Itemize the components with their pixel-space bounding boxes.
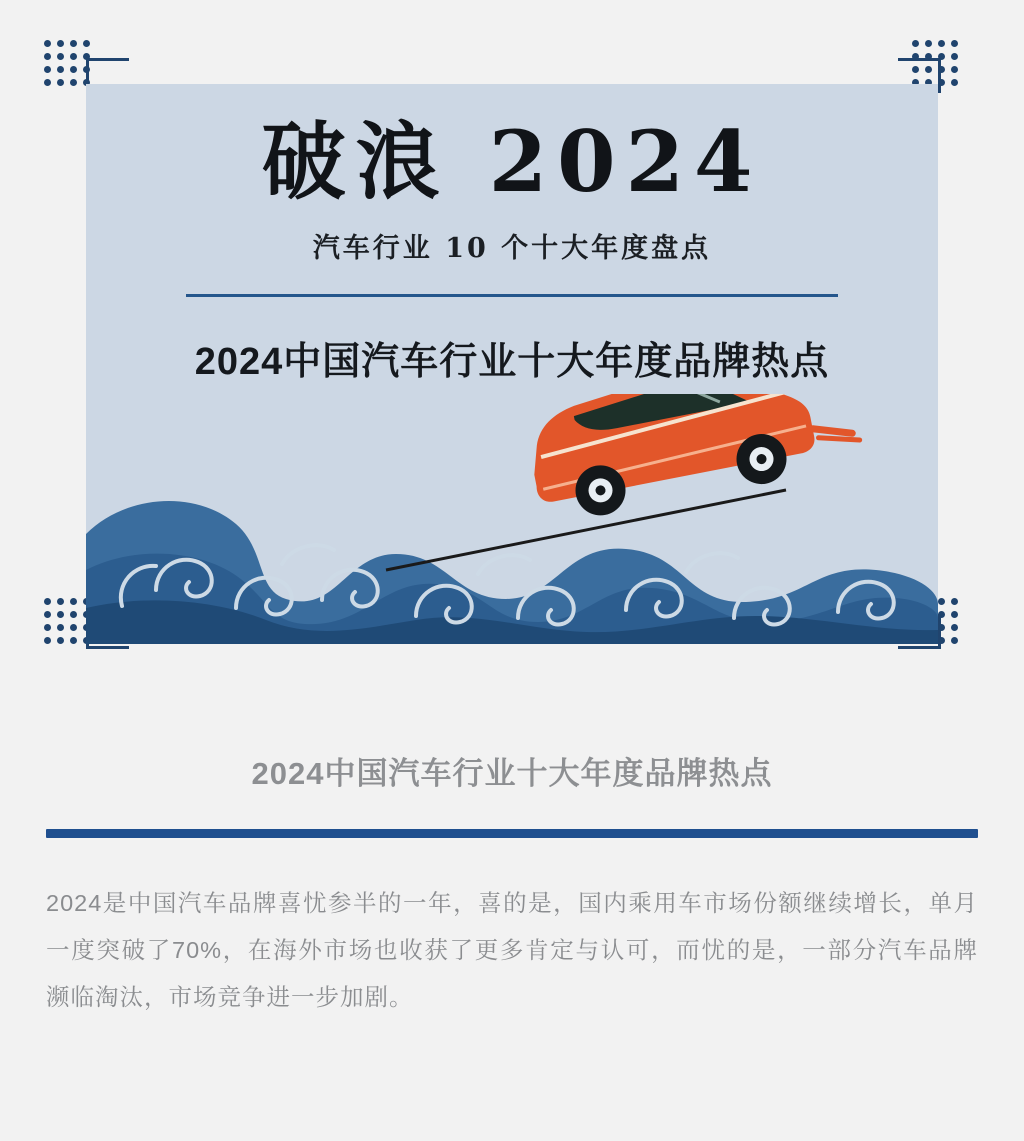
- car-on-waves-illustration: [86, 394, 938, 644]
- poster-banner-title: 2024中国汽车行业十大年度品牌热点: [194, 341, 830, 383]
- poster-main-title: 破浪 2024: [261, 112, 763, 211]
- poster-divider-rule: [186, 294, 838, 297]
- article-paragraph: 2024是中国汽车品牌喜忧参半的一年，喜的是，国内乘用车市场份额继续增长，单月一度突破了70%，在海外市场也收获了更多肯定与认可，而忧的是，一部分汽车品牌濒临淘汰，市场竞争进一步加剧。: [46, 890, 978, 1010]
- article-section: [0, 748, 1024, 1021]
- poster-canvas: [86, 84, 938, 644]
- section-divider-bar: [46, 829, 978, 838]
- section-heading: 2024中国汽车行业十大年度品牌热点: [251, 756, 773, 791]
- poster-subtitle: 汽车行业 10 个十大年度盘点: [312, 233, 712, 264]
